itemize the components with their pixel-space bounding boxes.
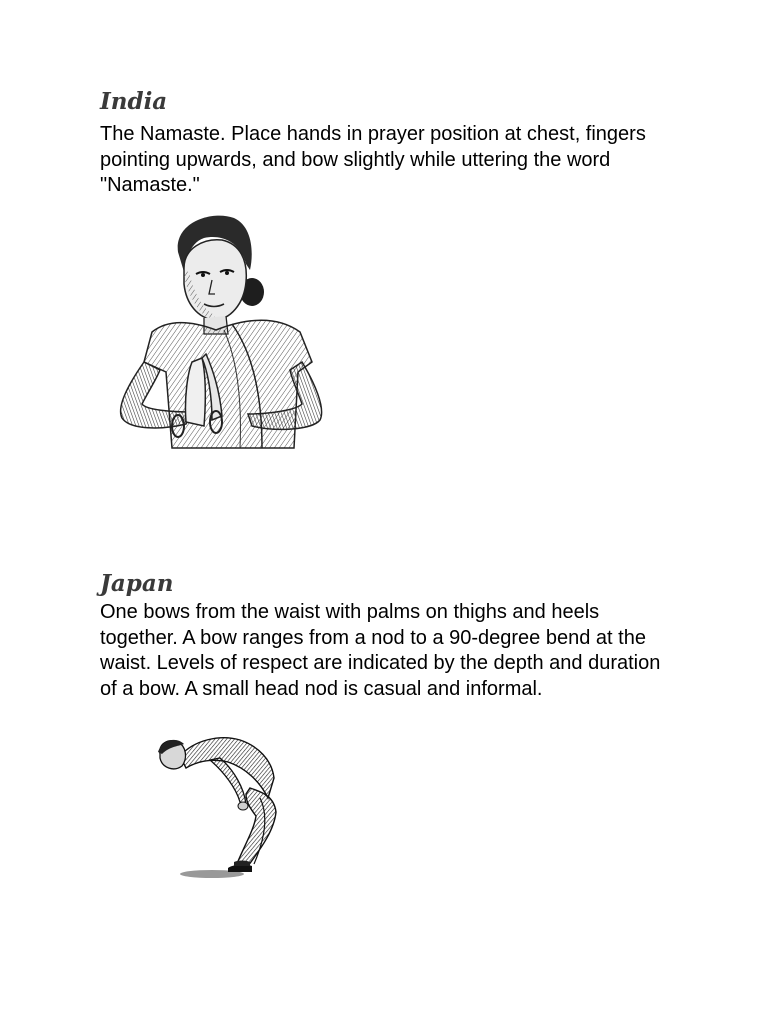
woman-namaste-illustration [112,212,328,456]
india-heading: India [100,88,168,115]
india-section [100,86,680,199]
man-bowing-illustration [150,732,284,880]
japan-section [100,568,680,702]
japan-heading: Japan [100,570,174,597]
japan-description: One bows from the waist with palms on thighs and heels together. A bow ranges from a nod to a 90-degree bend at the waist. Levels of respect are indicated by the depth and duration of a bow. A small head nod is casual and informal. [100,601,661,700]
india-description: The Namaste. Place hands in prayer position at chest, fingers pointing upwards, and bow slightly while uttering the word "Namaste." [100,123,646,196]
